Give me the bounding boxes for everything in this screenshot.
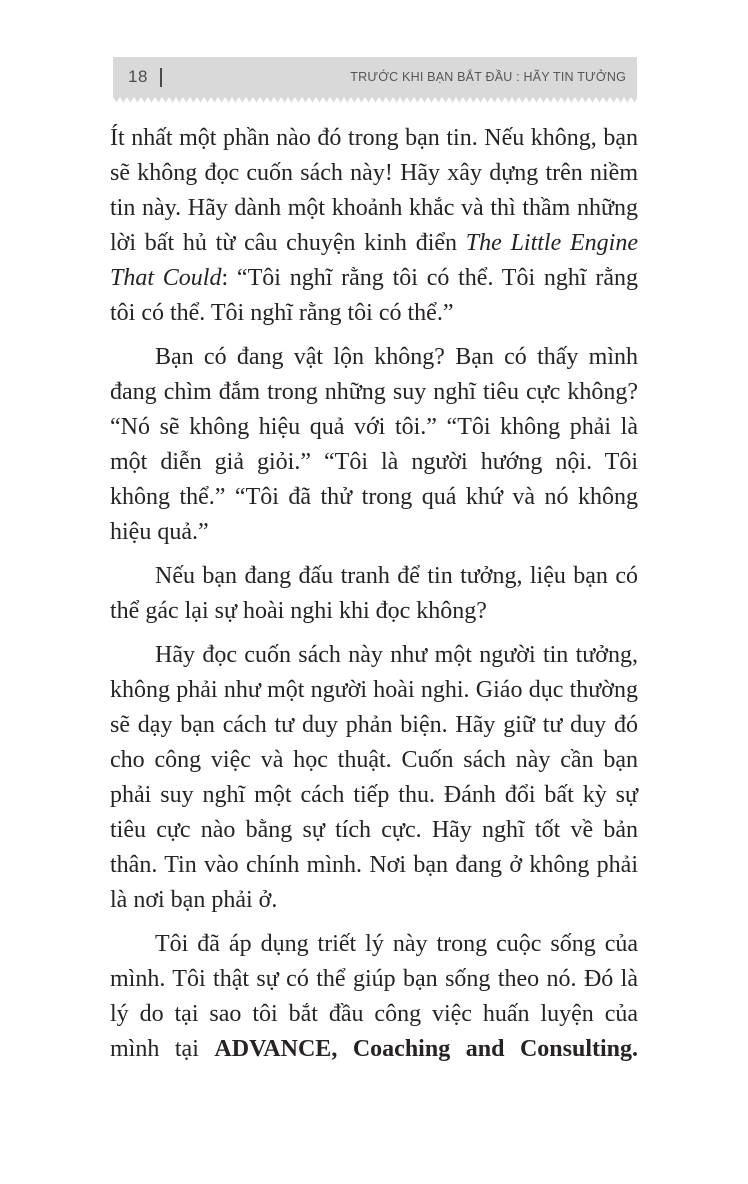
text-segment: The Little Engine That Could bbox=[110, 230, 638, 291]
text-segment: Nếu bạn đang đấu tranh để tin tưởng, liệu bạn có thể gác lại sự hoài nghi khi đọc không? bbox=[110, 563, 638, 624]
text-segment: ADVANCE, Coaching and Consulting. bbox=[214, 1036, 639, 1062]
body-paragraph bbox=[110, 121, 638, 331]
body-paragraph bbox=[110, 638, 638, 918]
text-segment: Bạn có đang vật lộn không? Bạn có thấy mình đang chìm đắm trong những suy nghĩ tiêu cực không? “Nó sẽ không hiệu quả với tôi.” “Tôi không phải là một diễn giả giỏi.” “Tôi là người hướng nội. Tôi không thể.” “Tôi đã thử trong quá khứ và nó không hiệu quả.” bbox=[110, 344, 638, 545]
zigzag-edge bbox=[113, 97, 637, 103]
body-text bbox=[110, 121, 638, 1076]
text-segment: : “Tôi nghĩ rằng tôi có thể. Tôi nghĩ rằng tôi có thể. Tôi nghĩ rằng tôi có thể.” bbox=[110, 265, 638, 326]
body-paragraph bbox=[110, 559, 638, 629]
text-segment: Ít nhất một phần nào đó trong bạn tin. Nếu không, bạn sẽ không đọc cuốn sách này! Hãy xây dựng trên niềm tin này. Hãy dành một khoảnh khắc và thì thầm những lời bất hủ từ câu chuyện kinh điển bbox=[110, 125, 638, 256]
page-number: 18 bbox=[128, 67, 148, 86]
running-header-bar bbox=[113, 57, 637, 97]
body-paragraph bbox=[110, 927, 638, 1067]
running-head-title: TRƯỚC KHI BẠN BẮT ĐẦU : HÃY TIN TƯỞNG bbox=[350, 70, 626, 84]
body-paragraph bbox=[110, 340, 638, 550]
header-separator-line bbox=[160, 68, 162, 87]
text-segment: Tôi đã áp dụng triết lý này trong cuộc sống của mình. Tôi thật sự có thể giúp bạn sống theo nó. Đó là lý do tại sao tôi bắt đầu công việc huấn luyện của mình tại bbox=[110, 931, 638, 1062]
text-segment: Hãy đọc cuốn sách này như một người tin tưởng, không phải như một người hoài nghi. Giáo dục thường sẽ dạy bạn cách tư duy phản biện. Hãy giữ tư duy đó cho công việc và học thuật. Cuốn sách này cần bạn phải suy nghĩ một cách tiếp thu. Đánh đổi bất kỳ sự tiêu cực nào bằng sự tích cực. Hãy nghĩ tốt về bản thân. Tin vào chính mình. Nơi bạn đang ở không phải là nơi bạn phải ở. bbox=[110, 642, 638, 913]
